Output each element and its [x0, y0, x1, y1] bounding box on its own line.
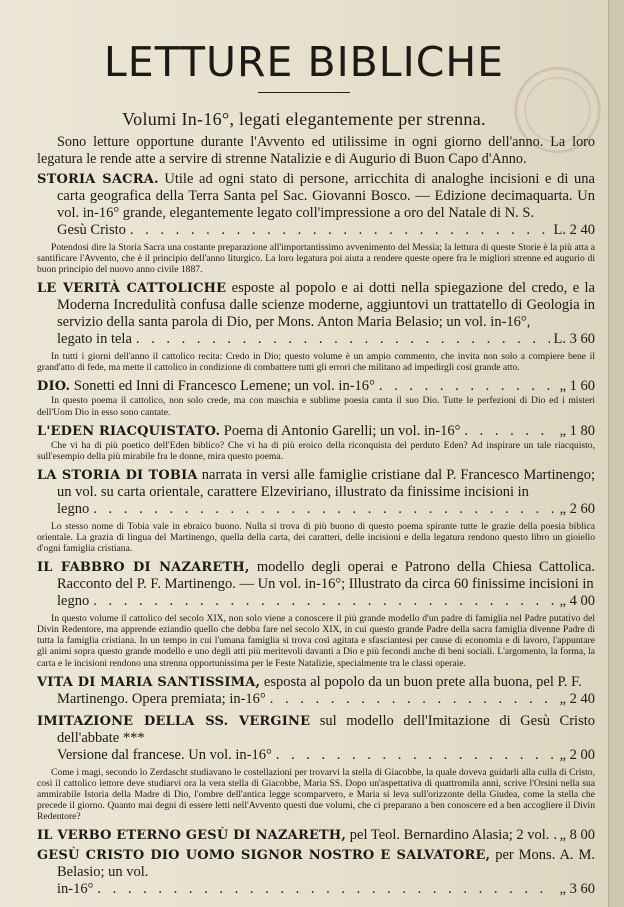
leader-dots [464, 423, 555, 440]
catalog-entry [37, 171, 595, 275]
entry-description [37, 171, 595, 222]
page-subtitle: Volumi In-16°, legati elegantemente per strenna. [122, 109, 486, 129]
entry-price-line [37, 593, 595, 610]
leader-dots [97, 881, 555, 898]
entry-price-line [37, 881, 595, 898]
entry-price-line [37, 827, 595, 844]
entry-price: „ 1 60 [559, 378, 595, 395]
leader-dots [276, 747, 556, 764]
catalog-entry [37, 280, 595, 373]
entry-price: „ 2 60 [559, 500, 595, 517]
entry-note: In tutti i giorni dell'anno il cattolico recita: Credo in Dio; questo volume è un ampio commento, che invita non solo a compiere bene il grand'atto di fede, ma mette il cattolico in condizione di combattere tutti gli errori che militano ad impedirgli così grande atto. [37, 351, 595, 374]
page-title: LETTURE BIBLICHE [103, 38, 505, 86]
entry-text: modello degli operai e Patrono della Chiesa Cattolica. Racconto del P. F. Martinengo. — Un vol. in-16°; Illustrato da circa 60 finissime incisioni in [57, 559, 596, 593]
entry-price-line [37, 222, 595, 239]
entry-note: Come i magi, secondo lo Zerdascht studiavano le costellazioni per trovarvi la stella di Giacobbe, la quale doveva guidarli alla culla di Cristo, così il cattolico lettore deve studiarvi ora la vera stella di Giacobbe, Maria SS. Dopo un'aspettativa di quattromila anni, scrive l'Orsini nella sua ammirabile Istoria della Madre di Dio, l'ombre dell'antica legge scomparvero, e Maria si leva sull'orizzonte della Giudea, come la stella che precede il giorno. Quanto mai degni di essere letti nell'Avvento questi due volumi, che ci preparano a ben conoscere ed a ben accogliere il Divin Redentore? [37, 766, 595, 822]
entry-tail: in-16° [57, 881, 94, 898]
entry-price: L. 2 40 [553, 222, 595, 238]
entry-price: „ 8 00 [559, 827, 595, 844]
entry-heading: LA STORIA DI TOBIA [37, 467, 198, 483]
catalog-entry [37, 467, 595, 554]
leader-dots [553, 827, 555, 844]
entry-price-line [37, 501, 595, 518]
leader-dots [270, 691, 556, 708]
leader-dots [379, 378, 556, 395]
entry-note: Lo stesso nome di Tobia vale in ebraico buono. Nulla si trova di più buono di questo poema spirante tutte le grazie della poesia biblica orientale. La grazia di lingua del Martinengo, quella della carta, dei caratteri, delle incisioni e della legatura rendono questo libro un gioiello d'ogni famiglia cristiana. [37, 520, 595, 555]
entry-tail: Sonetti ed Inni di Francesco Lemene; un vol. in-16° [73, 378, 375, 395]
entry-text: esposta al popolo da un buon prete alla buona, pel P. F. [263, 673, 582, 690]
entry-heading: IL VERBO ETERNO GESÙ DI NAZARETH, [37, 828, 347, 844]
catalog-entry [37, 827, 595, 844]
entry-text: per Mons. A. M. Belasio; un vol. [57, 847, 595, 881]
entry-price-line [37, 691, 595, 708]
entry-price: „ 2 00 [559, 746, 595, 763]
entry-heading: DIO. [37, 379, 71, 395]
entry-heading: STORIA SACRA. [37, 172, 159, 187]
entry-text: sul modello dell'Imitazione di Gesù Cristo dell'abbate *** [57, 712, 595, 746]
entry-note: Che vi ha di più poetico dell'Eden biblico? Che vi ha di più eroico della riconquista del perduto Eden? Ad inspirare un tale riacquisto, sull'esempio della più mirabile fra le donne, mira questo poema. [37, 439, 595, 462]
entry-heading: GESÙ CRISTO DIO UOMO SIGNOR NOSTRO E SALVATORE, [37, 848, 491, 864]
catalog-entry [37, 713, 595, 822]
entry-text: esposte al popolo e ai dotti nella spiegazione del credo, e la Moderna Incredulità confusa dalle scienze moderne, aggiuntovi un trattatello di Geologia in servizio della santa parola di Dio, per Mons. Anton Maria Belasio; un vol. in-16°, [57, 280, 595, 331]
intro-text: Sono letture opportune durante l'Avvento ed utilissime in ogni giorno dell'anno. La loro legatura le rende atte a servire di strenne Natalizie e di Augurio di Buon Capo d'Anno. [37, 134, 595, 167]
entry-tail: pel Teol. Bernardino Alasia; 2 vol. [349, 827, 550, 844]
entry-note: In questo volume il cattolico del secolo XIX, non solo viene a conoscere il più grande modello d'un padre di famiglia nel Padre putativo del Divin Redentore, ma apprende eziandio quello che debba fare nel secolo XIX, in cui questo grande Padre della sacra famiglia divenne Padre di tutta la famiglia cristiana. In un tempo in cui l'umana famiglia si trova così agitata e sfasciantesi per cause di economia e di lavoro, l'appuntare gli animi sopra questo grande modello e uno degli atti più meritevoli davanti a Dio e più fecondi anche di beni sociali. L'argomento, la forma, la carta e le incisioni rendono una strenna opportunissima per le Feste Natalizie, specialmente tra le classi operaie. [37, 613, 595, 669]
entry-text: narrata in versi alle famiglie cristiane dal P. Francesco Martinengo; un vol. su carta orientale, carattere Elzeviriano, illustrato da finissime incisioni in [57, 466, 595, 500]
entry-description [37, 280, 595, 331]
entry-price: L. 3 60 [553, 331, 595, 348]
entry-price-line [37, 331, 595, 348]
catalog-entry [37, 847, 595, 898]
entry-price: „ 3 60 [559, 881, 595, 898]
page-edge [608, 0, 624, 907]
title-rule [258, 92, 350, 93]
catalog-entry [37, 559, 595, 668]
catalog-entry [37, 674, 595, 708]
entry-tail: Versione dal francese. Un vol. in-16° [57, 746, 272, 763]
leader-dots [136, 331, 550, 348]
catalog-body [37, 134, 595, 898]
leader-dots [93, 593, 555, 610]
entry-price-line [37, 747, 595, 764]
entry-tail: Gesù Cristo [57, 222, 126, 238]
entry-price: „ 1 80 [559, 422, 595, 439]
leader-dots [130, 222, 550, 239]
entry-heading: LE VERITÀ CATTOLICHE [37, 281, 227, 297]
catalog-entry [37, 423, 595, 462]
entry-note: Potendosi dire la Storia Sacra una costante preparazione all'importantissimo avvenimento del Messia; la lettura di queste Storie è la più atta a santificare l'Avvento, che è il principio dell'anno liturgico. La loro legatura poi aiuta a rendere queste opere fra le migliori strenne ed augurio di buon principio del nuovo anno civile 1887. [37, 242, 595, 276]
entry-price: „ 2 40 [559, 690, 595, 707]
entry-price: „ 4 00 [559, 593, 595, 610]
entry-description [37, 847, 595, 881]
entry-tail: legato in tela [57, 331, 132, 348]
entry-heading: IMITAZIONE DELLA SS. VERGINE [37, 713, 311, 729]
entry-heading: L'EDEN RIACQUISTATO. [37, 423, 221, 439]
entry-heading: VITA DI MARIA SANTISSIMA, [37, 674, 261, 690]
leader-dots [93, 501, 555, 518]
entry-note: In questo poema il cattolico, non solo crede, ma con maschia e sublime poesia canta il suo Dio. Tutte le perfezioni di Dio ed i misteri dell'Uom Dio in esso sono cantate. [37, 395, 595, 418]
entry-price-line [37, 423, 595, 440]
entry-heading: IL FABBRO DI NAZARETH, [37, 560, 250, 576]
entry-description [37, 674, 595, 691]
entry-tail: Martinengo. Opera premiata; in-16° [57, 690, 266, 707]
entry-text: Utile ad ogni stato di persone, arricchita di analoghe incisioni e di una carta geografica della Terra Santa pel Sac. Giovanni Bosco. — Edizione decimaquarta. Un vol. in-16° grande, elegantemente legato coll'impressione a oro del Natale di N. S. [57, 171, 595, 221]
entry-description [37, 559, 595, 593]
entry-description [37, 467, 595, 501]
entry-price-line [37, 378, 595, 395]
entry-description [37, 713, 595, 747]
entry-tail: legno [57, 500, 90, 517]
entry-tail: legno [57, 593, 90, 610]
entry-tail: Poema di Antonio Garelli; un vol. in-16° [223, 422, 461, 439]
catalog-entry [37, 378, 595, 417]
